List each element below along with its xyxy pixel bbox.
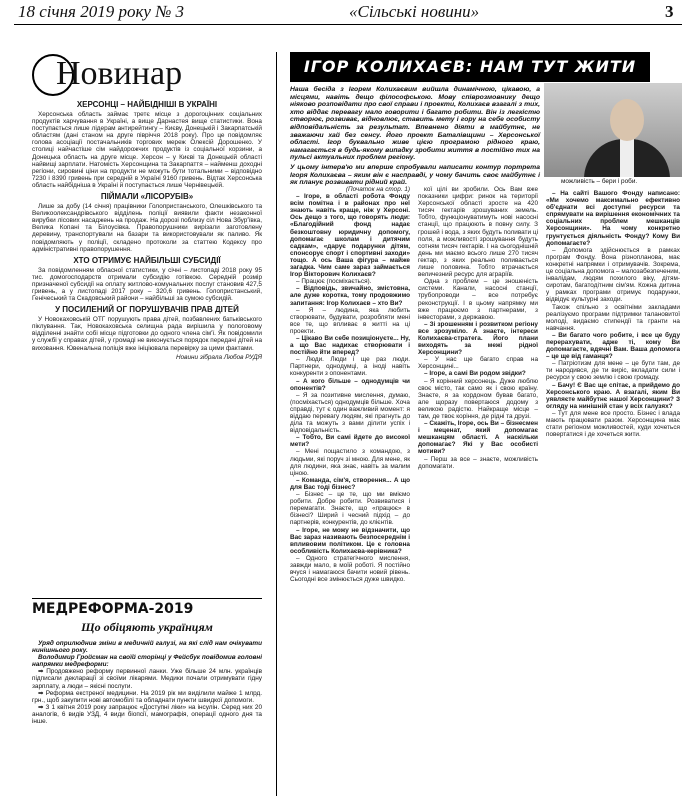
interview-column-2	[418, 186, 538, 796]
interview-caption: можливість – бери і роби.	[561, 178, 638, 185]
interview-answer: – Допомога здійснюється в рамках програм Фонду. Вона різнопланова, має конкретні напрямки і отримувачів. Зокрема, це соціальна допомога – малозабезпеченим, інвалідам, людям похилого віку, дітям-сиротам, багатодітним сім'ям. Кожна дитина у рамках програми отримує подарунки, відвідує культурні заходи.	[546, 246, 680, 304]
section-title: Новинар	[56, 55, 183, 92]
interview-question: – Скажіть, Ігоре, ось Ви – бізнесмен і меценат, який допомагає мешканцям області. А наскільки допомагає? Які у Вас особисті мотиви?	[418, 420, 538, 456]
interview-question: – Ігоре, не можу не відзначити, що Вас зараз називають безпосереднім і впливовим політиком. Це є головна особливість Колихаєва-керівника?	[290, 526, 410, 555]
medreforma-body	[32, 640, 262, 796]
interview-answer: – Одного стратегічного мислення, завжди мало, в моїй роботі. Я постійно вчуся і намагаюся бачити новий рівень. Сьогодні все змінюється дуже швидко.	[290, 554, 410, 584]
interview-answer: – Тут для мене все просто. Бізнес і влада мають працювати разом. Херсонщина має стати регіоном можливостей, куди хочеться повертатися і де хочеться жити.	[546, 409, 680, 439]
page-number: 3	[665, 2, 674, 21]
news-column	[32, 97, 262, 597]
interview-answer: – Працює (посміхається).	[296, 278, 372, 286]
interview-answer: – У нас ще багато справ на Херсонщині...	[418, 356, 538, 371]
issue-date: 18 січня 2019 року № 3	[18, 2, 184, 21]
interview-banner: ІГОР КОЛИХАЄВ: НАМ ТУТ ЖИТИ	[290, 52, 650, 82]
interview-answer: – Люди. Люди і ще раз люди. Партнери, однодумці, а іноді навіть конкуренти з опонентами.	[290, 356, 410, 378]
interview-answer: – Мені пощастило з командою, з людьми, які поруч зі мною. Для мене, як для людини, яка знає, навіть за малим ціною.	[290, 448, 410, 477]
interview-question: – Ігоре, в області робота Фонду всім помітна і в районах про неї знають навіть краще, ніж у Херсоні. Ось дещо з того, що говорять люди: «Благодійний фонд надає безкоштовну юридичну допомогу, допомагає школам і дитячим садкам», «дарує подарунки дітям, спонсорує спорт і спортивні заходи» тощо. А ось Ваша фігура – майже загадка. Чим саме зараз займається Ігор Вікторович Колихаєв?	[290, 193, 410, 279]
column-divider	[276, 52, 277, 796]
news-head-1: ПІЙМАЛИ «ЛІСОРУБІВ»	[100, 192, 194, 202]
news-text-2: За повідомленням обласної статистики, у січні – листопаді 2018 року 95 тис. домогосподарств отримали субсидію готівкою. Середній розмір призначеної субсидії на оплату житлово-комунальних послуг становив 427,5 гривень, а у листопаді 2017 року – 320,6 гривень. Голопристанський, Генічеський та Скадовський райони – найбільші за сумою субсидій.	[32, 266, 262, 303]
news-head-0: ХЕРСОНЦІ – НАЙБІДНІШІ В УКРАЇНІ	[76, 100, 218, 109]
interview-question: – Ви багато чого робите, і все це буду перерахувати, адже ті, кому Ви допомагаєте, вдячні Вам. Ваша допомога – це ще від гаманця?	[546, 331, 680, 361]
news-text-1: Лише за добу (14 січня) працівники Голопристанського, Олешківського та Великоолександрівського відділень поліції виявили факти незаконної вирубки лісових насаджень на продаж. На дорозі поблизу сіл Нова Збур'ївка, Велика Копані та Білоусівка. Правопорушники вирізали заготовлену деревину, транспортували на базари та використовували як паливо. Як повідомляють у поліції, складено протоколи за статтею Кодексу про адміністративні правопорушення.	[32, 203, 262, 253]
medreforma-item: ➡ Реформа екстреної медицини. На 2019 рік ми виділили майже 1 млрд. грн., щоб закупити нові автомобілі та обладнати пункти швидкої допомоги.	[32, 689, 262, 704]
interview-answer: кої цілі ви зробили. Ось Вам вже показники цифри: ринок на території Херсонської області зросте на 420 тисяч гектарів зрошуваних земель. Тобто, функціонуватимуть нові насосні станції, що працюють в повну силу. З грошей і вода, з яких будуть поливати ці поля, а можливості зрошування будуть сотням тисяч гектарів. І на сьогоднішній день ми маємо всього лише 270 тисяч гектар, з яких реально поливається лише половина. Тобто втрачається величезний ресурс для аграріїв.	[418, 186, 538, 279]
interview-answer: – Бізнес – це те, що ми вміємо робити. Добре робити. Розвиватися і перемагати. Знаєте, що «працює» в бізнесі? Ширий і чесний підхід – до партнерів, конкурентів, до клієнтів.	[290, 491, 410, 527]
interview-answer: Також спільно з освітніми закладами реалізуємо програми підтримки талановитої молоді, видаємо стипендії та гранти на навчання.	[546, 303, 680, 332]
interview-question: – Бачу! Є Вас ще спітає, а прийдемо до Херсонського краю. А взагалі, яким Ви уявляєте майбутнє нашої Херсонщини? З огляду на нинішній стан у всіх галузях?	[546, 381, 680, 410]
medreforma-item: ➡ З 1 квітня 2019 року запрацює «Доступні ліки» на інсулін. Серед них 20 аналогів, 6 видів УЗД, 4 види біопсії, мамографія, операції одного дня та інше.	[32, 703, 262, 726]
news-text-3: У Новокаховській ОТГ порушують права дітей, позбавлених батьківського піклування. Так, Новокаховська селищна рада вирішила у пологовому відділенні знайти собі місце підготовки до одного члена сім'ї. Як повідомили у службі у справах дітей, у громаді не виконується порядок передачі дітей на виховання. Ювенальна поліція вже ініціювала перевірку за цими фактами.	[32, 316, 262, 352]
interview-question: – Тобто, Ви самі йдете до високої мети?	[290, 434, 410, 449]
medreforma-item: ➡ Продовжено реформу первинної ланки. Уже більше 24 млн. українців підписали декларації зі своїми лікарями. Медики почали отримувати гідну зарплату, а люди – якісні послуги.	[32, 668, 262, 690]
interview-column-3	[546, 190, 680, 796]
interview-question: – А кого більше – однодумців чи опонентів?	[290, 377, 410, 392]
interview-lead-text-2: У цьому інтерв'ю ми вперше спробували написати контур портрета Ігоря Колихаєва – яким він є насправді, у чому бачить своє майбутнє і як планує розвивати рідний край.	[290, 163, 540, 187]
medreforma-title: МЕДРЕФОРМА-2019	[32, 601, 194, 617]
interview-question: – Команда, сім'я, створення... А що для Вас тоді бізнес?	[290, 476, 410, 491]
news-author: Новини зібрала Любов РУДЯ	[175, 353, 262, 361]
medreforma-intro: Володимир Гройсман на своїй сторінці у Фейсбук повідомив головні напрямки медреформи:	[32, 654, 262, 669]
interview-answer: – Я – людина, яка любить створювати, будувати, розробляти мені все те, що впливає в житті на ці проекти.	[290, 306, 410, 335]
interview-column-1	[290, 186, 410, 796]
newspaper-name: «Сільські новини»	[349, 2, 480, 21]
news-head-3: У ПОСИЛЕНИЙ ОГ ПОРУШУВАЧІВ ПРАВ ДІТЕЙ	[55, 305, 239, 315]
photo-face	[610, 99, 644, 141]
interview-photo	[544, 83, 682, 177]
interview-question: – Зі зрошенням і розвитком регіону все зрозуміло. А знаєте, інтереси Колихаєва-стратега. Його плани виходять за межі рідної Херсонщини?	[418, 320, 538, 357]
interview-question: – Цікаво Ви себе позиціонуєте... Ну, а що Вас надихає створювати і постійно йти вперед?	[290, 334, 410, 357]
continued-note: (Початок на стор. 1)	[345, 186, 410, 193]
news-head-2: ХТО ОТРИМУЄ НАЙБІЛЬШІ СУБСИДІЇ	[73, 255, 221, 265]
interview-answer: – Я за позитивне мислення, думаю, (посміхається) однодумців більше. Хоча справді, тут є один важливий момент: я віддаю перевагу людям, які прагнуть до діла та можуть з вами ділити успіх і відповідальність.	[290, 391, 410, 435]
section-title-block	[32, 54, 262, 94]
header-rule	[14, 24, 682, 25]
interview-answer: Одна з проблем – це зношеність системи. Канали, насосні станції, трубопроводи – все потребує реконструкції. І в цьому напрямку ми вже працюємо з партнерами, з інвесторами, з державою.	[418, 278, 538, 321]
medreforma-rule	[32, 598, 262, 599]
interview-question: – Ігоре, а самі Ви родом звідки?	[424, 370, 526, 378]
interview-answer: – Перш за все – знаєте, можливість допомагати.	[418, 455, 538, 470]
interview-lead-text: Наша бесіда з Ігорем Колихаєвим вийшла динамічною, цікавою, а місцями, навіть дещо філософською. Мову співрозмовнику дещо ніяково розповідати про свої справи і проекти, Колихаєв взагалі з тих, хто віддає перевагу мало говорити і багато робити. Він із легкістю створює, розвиває, відновлює, ставить мету і гору на себе особисту відповідальність за результат. Впевнено діяти в майбутнє, не зважаючи хай без сенсу. Його проект Баталівщини – Херсонської області. Ігор буквально живе цією програмою рідного краю, намагається в будь-якому випадку зробити життя в постійно тих на пульсі актуальних проблем регіону.	[290, 86, 540, 162]
photo-shirt	[620, 139, 634, 177]
medreforma-lead: Уряд оприлюднив зміни в медичній галузі, на які слід нам очікувати нинішнього року.	[32, 640, 262, 655]
interview-answer: – Я корінний херсонець. Дуже люблю своє місто, так само як і свою країну. Знаєте, я за кордоном бував багато, але щоразу повертаюся додому з великою радістю. Найкраще місце – там, де твоє коріння, де рідні та друзі.	[418, 377, 538, 420]
interview-answer: – Патріотизм для мене – це бути там, де ти народився, де ти виріс, вкладати сили і ресурси у свою землю і свою громаду.	[546, 360, 680, 382]
interview-question: – Відповідь, звичайно, змістовна, але дуже коротка, тому продовжимо запитання: Ігор Колихаєв – хто Ви?	[290, 285, 410, 307]
medreforma-subtitle: Що обіцяють українцям	[81, 620, 213, 634]
page-header	[0, 0, 689, 24]
news-text-0: Херсонська область займає третє місце з дорогоцінних соціальних продуктів харчування в Україні, а вище Дарнастея вище статистики. Вона поступається лише лідерам антирейтингу – Києву, Донецькій і Закарпатській областям (дані станом на друге півріччя 2018 року). Про це повідомляє голова асоціації постачальників торгових мереж Олексій Дорошенко. У столиці найчастіше сім найдорожчих продуктів із соціальної корзини, а Донецька область на друге місце. Херсон – у Києві та Донецькій області найвищі зарплати. Натомість Херсонщина та Закарпаття – найменш доходні регіони, сировині ціни на продукти не можуть бути тотальними – відповідно 7230 і 8390 гривень при середній в Україні 9160 гривень. Відтак Херсонська область найбідніша в Україні й поступається лише Чернівецькій.	[32, 111, 262, 189]
interview-lead	[290, 86, 540, 187]
interview-question: – На сайті Вашого Фонду написано: «Ми хочемо максимально ефективно об'єднати всі доступні ресурси та спрямувати на вирішення економічних та соціальних проблем мешканців Херсонщини». На чому конкретно грунтується діяльність Фонду? Кому Ви допомагаєте?	[546, 190, 680, 247]
